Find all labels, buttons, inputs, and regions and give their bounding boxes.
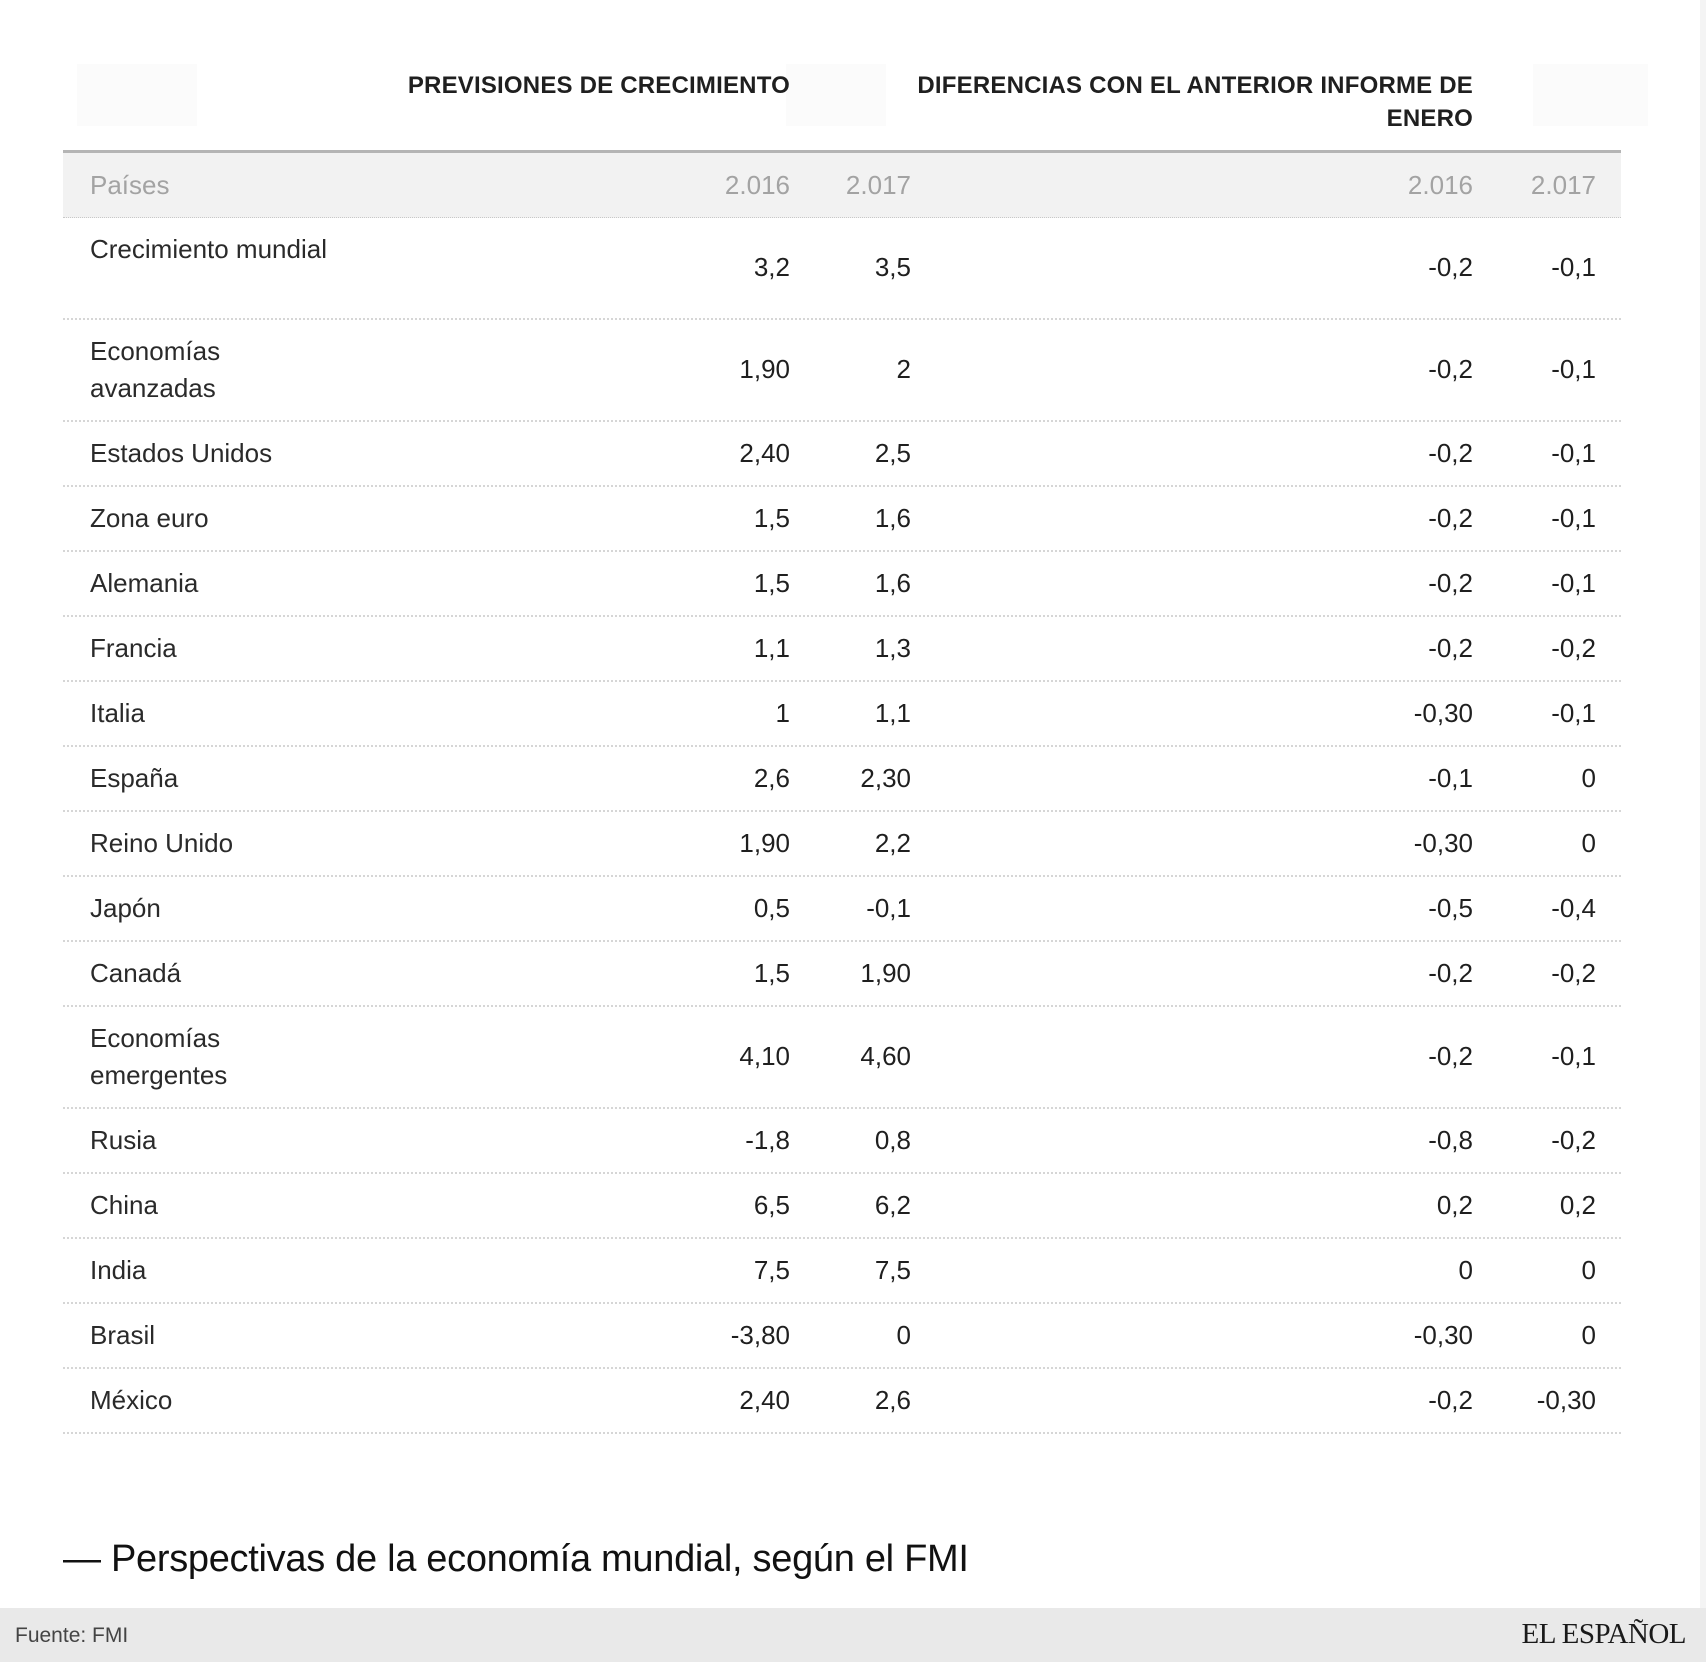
diff-2017-cell: -0,1	[1551, 568, 1596, 598]
forecast-2017-cell: -0,1	[866, 893, 911, 923]
diff-2017-cell: -0,4	[1551, 893, 1596, 923]
table-row	[63, 320, 1621, 422]
forecast-2017-cell: 2,5	[874, 438, 911, 468]
country-cell: Zona euro	[90, 503, 209, 533]
forecast-2017-cell: 1,3	[874, 633, 911, 663]
header-blank-cell	[1533, 64, 1648, 126]
forecast-2017-cell: 1,6	[874, 568, 911, 598]
table-row	[63, 1304, 1621, 1369]
table-row	[63, 812, 1621, 877]
diff-2016-cell: -0,5	[1428, 893, 1473, 923]
forecast-2016-cell: 4,10	[739, 1041, 790, 1071]
diff-2016-cell: -0,8	[1428, 1125, 1473, 1155]
table-row	[63, 487, 1621, 552]
forecast-2016-cell: 2,40	[739, 1385, 790, 1415]
diff-2017-cell: -0,1	[1551, 1041, 1596, 1071]
country-cell: India	[90, 1255, 147, 1285]
forecast-2016-cell: 1,5	[753, 568, 790, 598]
country-cell: Alemania	[90, 568, 199, 598]
country-cell: Rusia	[90, 1125, 157, 1155]
data-table	[63, 60, 1621, 1434]
table-row	[63, 1007, 1621, 1109]
scrollbar[interactable]	[1700, 0, 1706, 1608]
diff-2016-cell: -0,1	[1428, 763, 1473, 793]
diff-2017-cell: 0,2	[1559, 1190, 1596, 1220]
forecast-2016-cell: 1,90	[739, 354, 790, 384]
diff-2016-cell: -0,2	[1428, 354, 1473, 384]
forecast-2016-cell: 2,6	[753, 763, 790, 793]
country-cell: Economías avanzadas	[90, 336, 221, 403]
column-header-countries: Países	[90, 170, 170, 200]
diff-2017-cell: -0,2	[1551, 1125, 1596, 1155]
forecast-2016-cell: -3,80	[730, 1320, 790, 1350]
forecast-2017-cell: 0,8	[874, 1125, 911, 1155]
column-header-row	[63, 153, 1621, 218]
diff-2016-cell: -0,30	[1413, 828, 1473, 858]
forecast-2016-cell: 3,2	[753, 252, 790, 282]
forecast-2017-cell: 2,30	[860, 763, 911, 793]
table-row	[63, 1174, 1621, 1239]
forecast-2017-cell: 2,6	[874, 1385, 911, 1415]
country-cell: Francia	[90, 633, 177, 663]
column-header-diff-2017: 2.017	[1530, 170, 1596, 200]
diff-2017-cell: -0,2	[1551, 958, 1596, 988]
forecast-2017-cell: 7,5	[874, 1255, 911, 1285]
diff-2016-cell: -0,30	[1413, 698, 1473, 728]
group-header-differences: DIFERENCIAS CON EL ANTERIOR INFORME DE ENERO	[917, 72, 1473, 132]
diff-2016-cell: -0,2	[1428, 568, 1473, 598]
forecast-2017-cell: 1,90	[860, 958, 911, 988]
diff-2016-cell: -0,2	[1428, 503, 1473, 533]
country-cell: Italia	[90, 698, 145, 728]
group-header-forecasts: PREVISIONES DE CRECIMIENTO	[407, 72, 790, 99]
table-row	[63, 218, 1621, 320]
country-cell: Japón	[90, 893, 161, 923]
forecast-2016-cell: 6,5	[753, 1190, 790, 1220]
country-cell: Reino Unido	[90, 828, 234, 858]
column-header-diff-2016: 2.016	[1407, 170, 1473, 200]
forecast-2017-cell: 1,6	[874, 503, 911, 533]
table-body	[63, 218, 1621, 1434]
forecast-2016-cell: -1,8	[745, 1125, 790, 1155]
forecast-2016-cell: 1	[775, 698, 790, 728]
table-row	[63, 552, 1621, 617]
forecast-2016-cell: 2,40	[739, 438, 790, 468]
diff-2017-cell: 0	[1581, 763, 1596, 793]
diff-2016-cell: -0,2	[1428, 1041, 1473, 1071]
diff-2017-cell: 0	[1581, 1255, 1596, 1285]
forecast-2016-cell: 1,1	[753, 633, 790, 663]
diff-2016-cell: -0,30	[1413, 1320, 1473, 1350]
table-row	[63, 747, 1621, 812]
diff-2016-cell: -0,2	[1428, 1385, 1473, 1415]
table-row	[63, 1109, 1621, 1174]
diff-2016-cell: 0,2	[1436, 1190, 1473, 1220]
forecast-2017-cell: 0	[896, 1320, 911, 1350]
footer	[0, 1608, 1706, 1662]
forecast-2017-cell: 2	[896, 354, 911, 384]
forecast-2017-cell: 3,5	[874, 252, 911, 282]
country-cell: China	[90, 1190, 158, 1220]
country-cell: México	[90, 1385, 173, 1415]
forecast-2016-cell: 1,5	[753, 503, 790, 533]
forecast-2016-cell: 0,5	[753, 893, 790, 923]
diff-2017-cell: -0,1	[1551, 503, 1596, 533]
diff-2016-cell: 0	[1458, 1255, 1473, 1285]
table-row	[63, 1369, 1621, 1434]
forecast-2016-cell: 7,5	[753, 1255, 790, 1285]
country-cell: Brasil	[90, 1320, 156, 1350]
diff-2017-cell: -0,30	[1536, 1385, 1596, 1415]
forecast-2017-cell: 1,1	[874, 698, 911, 728]
diff-2017-cell: -0,1	[1551, 252, 1596, 282]
table-row	[63, 617, 1621, 682]
header-blank-cell	[786, 64, 886, 126]
country-cell: Crecimiento mundial	[90, 234, 327, 264]
diff-2016-cell: -0,2	[1428, 958, 1473, 988]
table-caption: — Perspectivas de la economía mundial, según el FMI	[63, 1538, 969, 1580]
country-cell: Canadá	[90, 958, 182, 988]
publisher-logo: EL ESPAÑOL	[1521, 1618, 1686, 1650]
diff-2016-cell: -0,2	[1428, 438, 1473, 468]
column-header-forecast-2016: 2.016	[724, 170, 790, 200]
table-row	[63, 682, 1621, 747]
table-row	[63, 422, 1621, 487]
forecast-2016-cell: 1,90	[739, 828, 790, 858]
column-header-forecast-2017: 2.017	[845, 170, 911, 200]
diff-2016-cell: -0,2	[1428, 252, 1473, 282]
diff-2017-cell: -0,1	[1551, 698, 1596, 728]
country-cell: Estados Unidos	[90, 438, 273, 468]
diff-2017-cell: -0,1	[1551, 438, 1596, 468]
header-blank-cell	[77, 64, 197, 126]
country-cell: Economías emergentes	[90, 1023, 228, 1090]
table-row	[63, 942, 1621, 1007]
forecast-2017-cell: 6,2	[874, 1190, 911, 1220]
source-note: Fuente: FMI	[15, 1624, 129, 1647]
diff-2017-cell: 0	[1581, 1320, 1596, 1350]
country-cell: España	[90, 763, 179, 793]
diff-2017-cell: 0	[1581, 828, 1596, 858]
diff-2017-cell: -0,1	[1551, 354, 1596, 384]
forecast-2017-cell: 2,2	[874, 828, 911, 858]
group-header-row	[63, 60, 1621, 153]
table-row	[63, 877, 1621, 942]
forecast-2017-cell: 4,60	[860, 1041, 911, 1071]
forecast-2016-cell: 1,5	[753, 958, 790, 988]
table-row	[63, 1239, 1621, 1304]
diff-2017-cell: -0,2	[1551, 633, 1596, 663]
diff-2016-cell: -0,2	[1428, 633, 1473, 663]
